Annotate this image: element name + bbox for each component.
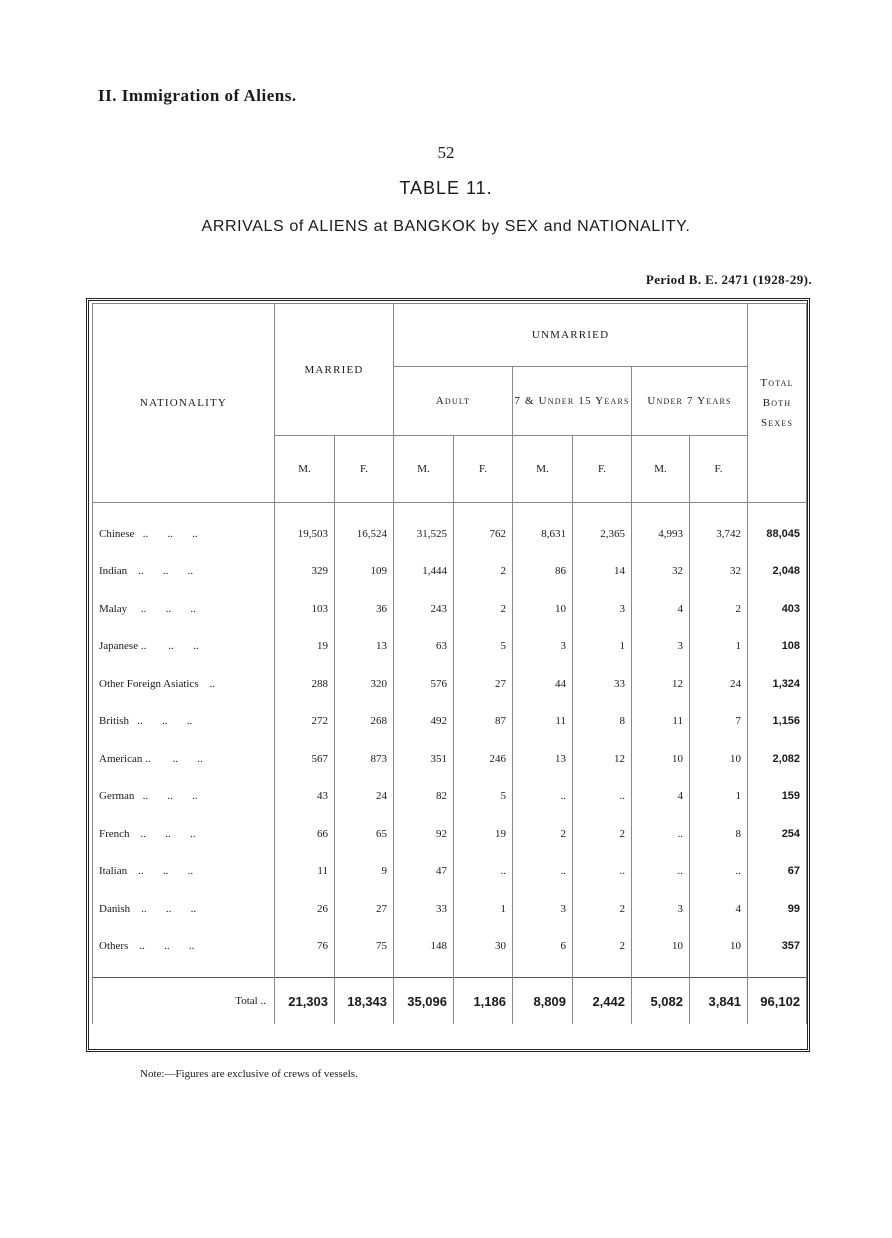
nationality-cell: Malay .. .. .. [93, 590, 275, 628]
cell-mid-m: 2 [513, 815, 573, 853]
cell-young-f: 10 [690, 928, 748, 966]
cell-married-m: 26 [275, 890, 335, 928]
total-both-sexes: 96,102 [748, 978, 807, 1025]
cell-married-m: 272 [275, 703, 335, 741]
cell-total: 403 [748, 590, 807, 628]
cell-adult-f: 27 [454, 665, 513, 703]
page-number: 52 [437, 143, 455, 162]
cell-young-f: 8 [690, 815, 748, 853]
table-row [93, 590, 807, 628]
nationality-cell: Indian .. .. .. [93, 553, 275, 591]
cell-mid-m: 86 [513, 553, 573, 591]
nationality-cell: Danish .. .. .. [93, 890, 275, 928]
cell-married-m: 19 [275, 628, 335, 666]
nationality-cell: Japanese .. .. .. [93, 628, 275, 666]
cell-young-m: 10 [632, 740, 690, 778]
cell-adult-m: 63 [394, 628, 454, 666]
cell-mid-m: 3 [513, 628, 573, 666]
cell-adult-m: 31,525 [394, 515, 454, 553]
under-7-header: Under 7 Years [632, 367, 748, 436]
age-7-15-m-header: M. [513, 436, 573, 503]
spacer-row [93, 965, 807, 978]
age-7-15-header: 7 & Under 15 Years [513, 367, 632, 436]
table-row [93, 853, 807, 891]
cell-adult-m: 47 [394, 853, 454, 891]
cell-young-m: 12 [632, 665, 690, 703]
cell-married-m: 103 [275, 590, 335, 628]
total-mid-f: 2,442 [573, 978, 632, 1025]
cell-mid-m: 3 [513, 890, 573, 928]
cell-adult-f: 2 [454, 553, 513, 591]
table-body [93, 503, 807, 966]
cell-mid-m: 44 [513, 665, 573, 703]
cell-adult-f: .. [454, 853, 513, 891]
cell-mid-m: 6 [513, 928, 573, 966]
section-title: II. Immigration of Aliens. [98, 86, 297, 105]
cell-adult-m: 33 [394, 890, 454, 928]
cell-adult-f: 19 [454, 815, 513, 853]
cell-adult-m: 576 [394, 665, 454, 703]
adult-m-header: M. [394, 436, 454, 503]
cell-adult-m: 243 [394, 590, 454, 628]
arrivals-table [92, 303, 807, 1024]
cell-mid-f: 12 [573, 740, 632, 778]
total-young-f: 3,841 [690, 978, 748, 1025]
nationality-cell: Italian .. .. .. [93, 853, 275, 891]
age-7-15-f-header: F. [573, 436, 632, 503]
under-7-m-header: M. [632, 436, 690, 503]
period-label: Period B. E. 2471 (1928-29). [645, 272, 812, 287]
cell-young-f: 1 [690, 778, 748, 816]
table-row [93, 515, 807, 553]
cell-adult-f: 5 [454, 778, 513, 816]
cell-adult-f: 1 [454, 890, 513, 928]
married-m-header: M. [275, 436, 335, 503]
table-row [93, 890, 807, 928]
cell-young-f: 1 [690, 628, 748, 666]
cell-young-m: 3 [632, 628, 690, 666]
nationality-cell: Others .. .. .. [93, 928, 275, 966]
nationality-cell: American .. .. .. [93, 740, 275, 778]
total-married-m: 21,303 [275, 978, 335, 1025]
cell-married-m: 329 [275, 553, 335, 591]
under-7-f-header: F. [690, 436, 748, 503]
cell-young-m: 11 [632, 703, 690, 741]
cell-married-f: 268 [335, 703, 394, 741]
cell-total: 99 [748, 890, 807, 928]
cell-total: 88,045 [748, 515, 807, 553]
cell-total: 1,156 [748, 703, 807, 741]
spacer-row [93, 503, 807, 516]
married-header: MARRIED [275, 304, 394, 436]
cell-total: 1,324 [748, 665, 807, 703]
nationality-cell: Other Foreign Asiatics .. [93, 665, 275, 703]
cell-young-m: 4,993 [632, 515, 690, 553]
adult-f-header: F. [454, 436, 513, 503]
table-row [93, 665, 807, 703]
cell-adult-f: 30 [454, 928, 513, 966]
adult-header: Adult [394, 367, 513, 436]
nationality-header: NATIONALITY [93, 304, 275, 503]
cell-total: 2,048 [748, 553, 807, 591]
cell-young-f: 4 [690, 890, 748, 928]
cell-mid-f: 1 [573, 628, 632, 666]
cell-married-m: 288 [275, 665, 335, 703]
cell-married-m: 11 [275, 853, 335, 891]
total-young-m: 5,082 [632, 978, 690, 1025]
cell-adult-f: 246 [454, 740, 513, 778]
cell-mid-f: 2 [573, 890, 632, 928]
cell-total: 254 [748, 815, 807, 853]
cell-mid-f: 33 [573, 665, 632, 703]
cell-adult-f: 5 [454, 628, 513, 666]
cell-adult-m: 492 [394, 703, 454, 741]
cell-young-m: 3 [632, 890, 690, 928]
cell-married-f: 16,524 [335, 515, 394, 553]
table-row [93, 740, 807, 778]
cell-young-f: 2 [690, 590, 748, 628]
total-married-f: 18,343 [335, 978, 394, 1025]
cell-mid-m: 8,631 [513, 515, 573, 553]
table-row [93, 628, 807, 666]
cell-married-f: 320 [335, 665, 394, 703]
table-row [93, 553, 807, 591]
total-mid-m: 8,809 [513, 978, 573, 1025]
cell-mid-m: 13 [513, 740, 573, 778]
cell-young-f: 10 [690, 740, 748, 778]
cell-total: 2,082 [748, 740, 807, 778]
cell-young-m: 4 [632, 778, 690, 816]
table-row [93, 928, 807, 966]
cell-adult-f: 87 [454, 703, 513, 741]
cell-married-m: 19,503 [275, 515, 335, 553]
cell-mid-m: .. [513, 778, 573, 816]
cell-young-f: 32 [690, 553, 748, 591]
cell-young-m: .. [632, 853, 690, 891]
nationality-cell: Chinese .. .. .. [93, 515, 275, 553]
unmarried-header: UNMARRIED [394, 304, 748, 367]
table-title: TABLE 11. [399, 178, 493, 198]
table-note: Note:—Figures are exclusive of crews of vessels. [140, 1068, 358, 1080]
cell-mid-m: 11 [513, 703, 573, 741]
cell-total: 357 [748, 928, 807, 966]
cell-married-m: 43 [275, 778, 335, 816]
cell-young-f: 7 [690, 703, 748, 741]
cell-adult-m: 1,444 [394, 553, 454, 591]
cell-young-m: .. [632, 815, 690, 853]
cell-total: 108 [748, 628, 807, 666]
cell-young-f: 3,742 [690, 515, 748, 553]
cell-adult-f: 2 [454, 590, 513, 628]
nationality-cell: French .. .. .. [93, 815, 275, 853]
table-row [93, 778, 807, 816]
cell-married-f: 27 [335, 890, 394, 928]
married-f-header: F. [335, 436, 394, 503]
total-both-sexes-header: Total Both Sexes [748, 304, 807, 503]
cell-mid-f: .. [573, 778, 632, 816]
cell-married-f: 873 [335, 740, 394, 778]
cell-adult-f: 762 [454, 515, 513, 553]
cell-young-m: 32 [632, 553, 690, 591]
cell-married-f: 109 [335, 553, 394, 591]
cell-mid-f: .. [573, 853, 632, 891]
cell-adult-m: 351 [394, 740, 454, 778]
cell-married-m: 567 [275, 740, 335, 778]
cell-married-f: 13 [335, 628, 394, 666]
cell-married-f: 75 [335, 928, 394, 966]
cell-mid-f: 2,365 [573, 515, 632, 553]
cell-married-f: 36 [335, 590, 394, 628]
cell-mid-f: 2 [573, 815, 632, 853]
cell-mid-m: .. [513, 853, 573, 891]
table-row [93, 815, 807, 853]
cell-total: 159 [748, 778, 807, 816]
cell-adult-m: 92 [394, 815, 454, 853]
cell-married-f: 9 [335, 853, 394, 891]
nationality-cell: German .. .. .. [93, 778, 275, 816]
cell-young-m: 10 [632, 928, 690, 966]
table-subtitle: ARRIVALS of ALIENS at BANGKOK by SEX and NATIONALITY. [201, 218, 691, 235]
cell-mid-f: 14 [573, 553, 632, 591]
cell-married-m: 66 [275, 815, 335, 853]
cell-mid-m: 10 [513, 590, 573, 628]
cell-young-f: .. [690, 853, 748, 891]
cell-young-m: 4 [632, 590, 690, 628]
nationality-cell: British .. .. .. [93, 703, 275, 741]
cell-married-f: 24 [335, 778, 394, 816]
table-row [93, 703, 807, 741]
total-row [93, 978, 807, 1025]
cell-adult-m: 148 [394, 928, 454, 966]
cell-total: 67 [748, 853, 807, 891]
cell-mid-f: 8 [573, 703, 632, 741]
cell-adult-m: 82 [394, 778, 454, 816]
total-adult-f: 1,186 [454, 978, 513, 1025]
cell-young-f: 24 [690, 665, 748, 703]
cell-married-f: 65 [335, 815, 394, 853]
total-adult-m: 35,096 [394, 978, 454, 1025]
cell-mid-f: 2 [573, 928, 632, 966]
cell-married-m: 76 [275, 928, 335, 966]
cell-mid-f: 3 [573, 590, 632, 628]
total-label: Total .. [93, 978, 275, 1025]
